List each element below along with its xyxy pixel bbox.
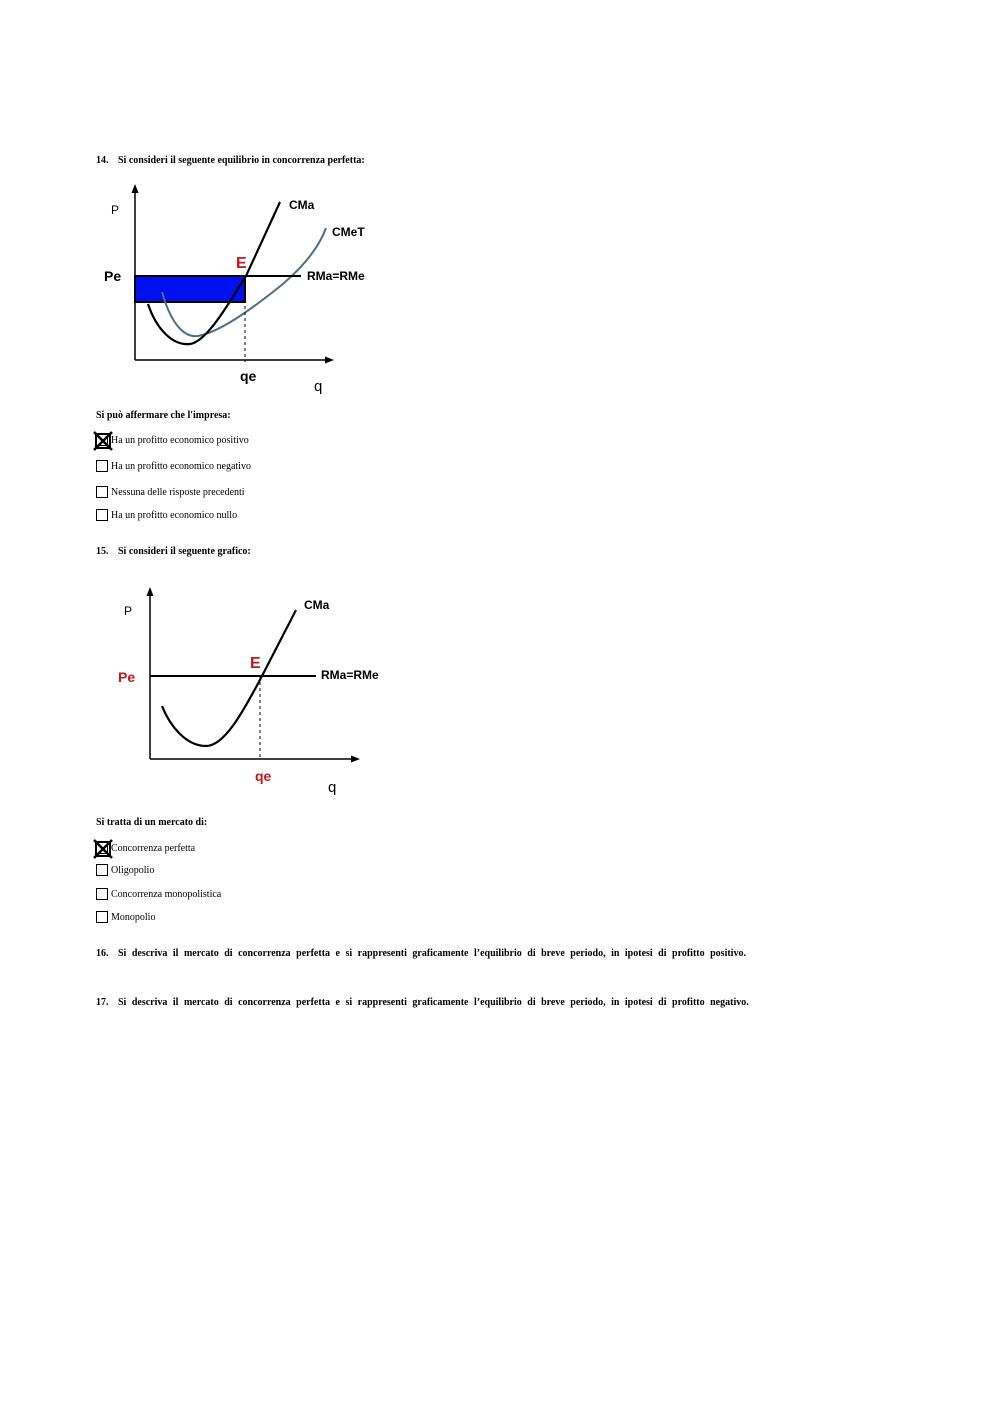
q15-option[interactable] [96, 910, 155, 924]
checked-checkbox[interactable] [96, 434, 108, 446]
question-14-text: Si consideri il seguente equilibrio in concorrenza perfetta: [118, 155, 365, 166]
question-16-text: Si descriva il mercato di concorrenza perfetta e si rappresenti graficamente l’equilibrio di breve periodo, in ipotesi di profitto positivo. [118, 948, 746, 959]
option-label: Monopolio [111, 911, 156, 923]
mr-label: RMa=RMe [307, 269, 365, 283]
checkbox[interactable] [96, 486, 108, 498]
x-axis-arrow [351, 756, 360, 763]
checkbox[interactable] [96, 911, 108, 923]
question-15-text: Si consideri il seguente grafico: [118, 546, 251, 557]
question-15-prompt: Si tratta di un mercato di: [96, 817, 208, 828]
quantity-label: qe [240, 368, 257, 384]
option-label: Nessuna delle risposte precedenti [111, 486, 245, 498]
checkbox[interactable] [96, 509, 108, 521]
mc-label: CMa [289, 198, 315, 212]
question-17-number: 17. [96, 997, 109, 1008]
y-axis-arrow [132, 184, 139, 193]
checked-checkbox[interactable] [96, 842, 108, 854]
option-label: Concorrenza perfetta [111, 842, 196, 854]
mc-label: CMa [304, 598, 330, 612]
question-16-number: 16. [96, 948, 109, 959]
q14-option[interactable] [96, 485, 245, 499]
mc-curve [162, 610, 296, 746]
option-label: Concorrenza monopolistica [111, 888, 222, 900]
question-14-prompt: Si può affermare che l'impresa: [96, 410, 231, 421]
question-16 [96, 948, 746, 959]
equilibrium-label: E [250, 655, 261, 672]
option-label: Oligopolio [111, 864, 155, 876]
q14-option[interactable] [96, 433, 249, 447]
option-label: Ha un profitto economico positivo [111, 434, 249, 446]
question-15-number: 15. [96, 546, 109, 557]
price-label: Pe [118, 669, 136, 685]
x-axis-label: q [328, 779, 337, 796]
price-label: Pe [104, 268, 122, 284]
q15-option[interactable] [96, 863, 154, 877]
question-15-title [96, 546, 251, 557]
q14-graph [100, 180, 385, 402]
q15-graph [110, 578, 410, 806]
option-label: Ha un profitto economico negativo [111, 460, 251, 472]
y-axis-label: P [111, 203, 120, 217]
atc-label: CMeT [332, 225, 365, 239]
q15-option[interactable] [96, 841, 195, 855]
checkbox[interactable] [96, 460, 108, 472]
q14-option[interactable] [96, 459, 251, 473]
q15-option[interactable] [96, 887, 221, 901]
mr-label: RMa=RMe [321, 668, 379, 682]
question-17 [96, 997, 749, 1008]
question-14-title [96, 155, 365, 166]
y-axis-label: P [124, 604, 133, 618]
checkbox[interactable] [96, 864, 108, 876]
question-17-text: Si descriva il mercato di concorrenza perfetta e si rappresenti graficamente l’equilibrio di breve periodo, in ipotesi di profitto negativo. [118, 997, 749, 1008]
question-14-number: 14. [96, 155, 109, 166]
equilibrium-label: E [236, 255, 247, 272]
y-axis-arrow [147, 587, 154, 596]
mc-curve [148, 202, 280, 344]
checkbox[interactable] [96, 888, 108, 900]
profit-area [135, 276, 245, 302]
x-axis-label: q [314, 378, 323, 395]
quantity-label: qe [255, 768, 272, 784]
option-label: Ha un profitto economico nullo [111, 509, 238, 521]
x-axis-arrow [325, 357, 334, 364]
q14-option[interactable] [96, 508, 237, 522]
